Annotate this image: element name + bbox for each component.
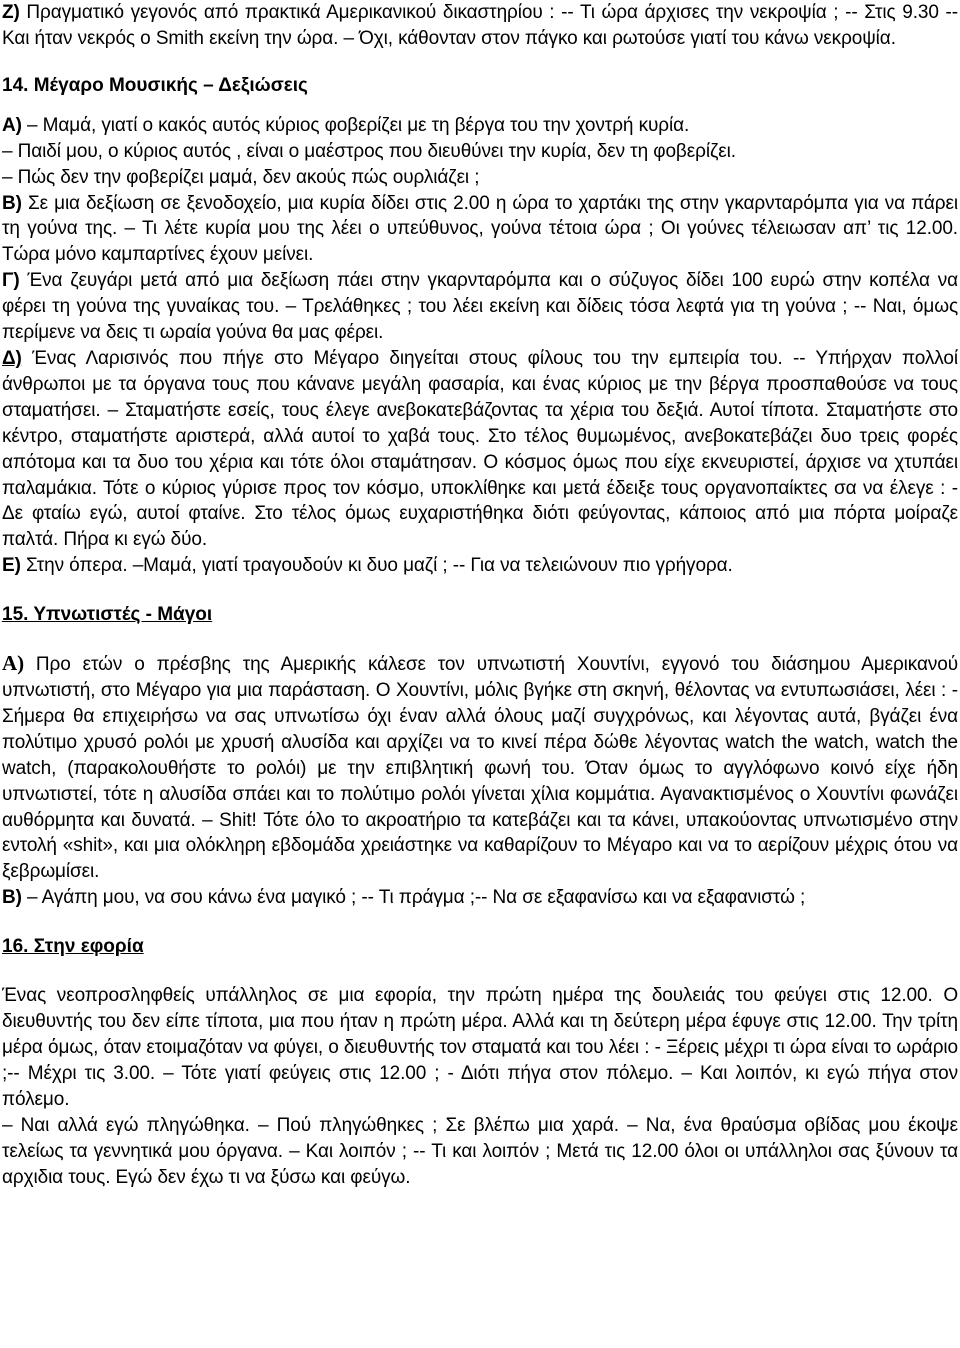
joke-14a-text-2: – Παιδί μου, ο κύριος αυτός , είναι ο μαέστρος που διευθύνει την κυρία, δεν τη φοβερίζει. [2,140,736,162]
joke-14c-label: Γ) [2,270,20,292]
joke-z-text: Πραγματικό γεγονός από πρακτικά Αμερικανικού δικαστηρίου : -- Τι ώρα άρχισες την νεκροψία ; -- Στις 9.30 -- Και ήταν νεκρός ο Smith εκείνη την ώρα. – Όχι, κάθονταν στον πάγκο και ρωτούσε γιατί του κάνω νεκροψία. [2,2,958,49]
joke-14a-text-3: – Πώς δεν την φοβερίζει μαμά, δεν ακούς πώς ουρλιάζει ; [2,166,480,188]
joke-14a-line-3 [2,165,958,191]
joke-14d-label: Δ) [2,347,22,369]
joke-14d-paragraph [2,346,958,553]
joke-14b-text: Σε μια δεξίωση σε ξενοδοχείο, μια κυρία δίδει στις 2.00 η ώρα το χαρτάκι της στην γκαρνταρόμπα για να πάρει τη γούνα της. – Τι λέτε κυρία μου της λέει ο υπεύθυνος, γούνα τέτοια ώρα ; Οι γούνες τέλειωσαν απ’ τις 12.00. Τώρα μόνο καμπαρτίνες έχουν μείνει. [2,192,958,266]
joke-16-paragraph-1: Ένας νεοπροσληφθείς υπάλληλος σε μια εφορία, την πρώτη ημέρα της δουλειάς του φεύγει στις 12.00. Ο διευθυντής του δεν είπε τίποτα, μια που ήταν η πρώτη μέρα. Αλλά και τη δεύτερη μέρα έφυγε στις 12.00. Την τρίτη μέρα όμως, όταν ετοιμαζόταν να φύγει, ο διευθυντής τον σταματά και του λέει : - Ξέρεις μέχρι τι ώρα είναι το ωράριο ;-- Μέχρι τις 3.00. – Τότε γιατί φεύγεις στις 12.00 ; - Διότι πήγα στον πόλεμο. – Και λοιπόν, κι εγώ πήγα στον πόλεμο. [2,985,958,1110]
joke-14e-text: Στην όπερα. –Μαμά, γιατί τραγουδούν κι δυο μαζί ; -- Για να τελειώνουν πιο γρήγορα. [20,555,733,577]
joke-14b-label: Β) [2,192,22,214]
joke-15b-label: Β) [2,887,22,909]
joke-15a-text: Προ ετών ο πρέσβης της Αμερικής κάλεσε τον υπνωτιστή Χουντίνι, εγγονό του διάσημου Αμερικανού υπνωτιστή, στο Μέγαρο για μια παράσταση. Ο Χουντίνι, μόλις βγήκε στη σκηνή, θέλοντας να εντυπωσιάσει, λέει : - Σήμερα θα επιχειρήσω να σας υπνωτίσω όχι έναν αλλά όλους μαζί συγχρόνως, και λέγοντας αυτά, βγάζει ένα πολύτιμο χρυσό ρολόι με χρυσή αλυσίδα και αρχίζει να το κινεί πέρα δώθε λέγοντας watch the watch, watch the watch, (παρακολουθήστε το ρολόι) με την επιβλητική φωνή του. Όταν όμως το αγγλόφωνο κοινό είχε ήδη υπνωτιστεί, τότε η αλυσίδα σπάει και το πολύτιμο ρολόι γίνεται χίλια κομμάτια. Αγανακτισμένος ο Χουντίνι φωνάζει αυθόρμητα και δυνατά. – Shit! Τότε όλο το ακροατήριο τα κατεβάζει και τα κάνει, υπακούοντας υπνωτισμένο στην εντολή «shit», και μια ολόκληρη εβδομάδα χρειάστηκε να καθαρίζουν το Μέγαρο και να το αερίζουν μέχρις ότου να ξεβρωμίσει. [2,654,958,883]
joke-14c-text: Ένα ζευγάρι μετά από μια δεξίωση πάει στην γκαρνταρόμπα και ο σύζυγος δίδει 100 ευρώ στην κοπέλα να φέρει τη γούνα της γυναίκας του. – Τρελάθηκες ; του λέει εκείνη και δίδεις τόσα λεφτά για τη γούνα ; -- Ναι, όμως περίμενε να δεις τι ωραία γούνα θα μας φέρει. [2,270,958,344]
joke-15a-label: Α) [2,651,24,676]
joke-14a-line-2 [2,139,958,165]
joke-14b-paragraph [2,191,958,269]
section-14-heading: 14. Μέγαρο Μουσικής – Δεξιώσεις [2,74,308,96]
joke-16-paragraph-2: – Ναι αλλά εγώ πληγώθηκα. – Πού πληγώθηκες ; Σε βλέπω μια χαρά. – Να, ένα θραύσμα οβίδας μου έκοψε τελείως τα γεννητικά μου όργανα. – Και λοιπόν ; -- Τι και λοιπόν ; Μετά τις 12.00 όλοι οι υπάλληλοι σας ξύνουν τα αρχιδια τους. Εγώ δεν έχω τι να ξύσω και φεύγω. [2,1114,958,1188]
section-15-heading: 15. Υπνωτιστές - Μάγοι [2,604,213,626]
joke-14a-line-1 [2,113,958,139]
joke-14e-paragraph [2,553,958,579]
joke-14c-paragraph [2,268,958,346]
joke-14d-text: Ένας Λαρισινός που πήγε στο Μέγαρο διηγείται στους φίλους του την εμπειρία του. -- Υπήρχαν πολλοί άνθρωποι με τα όργανα τους που κάνανε μεγάλη φασαρία, και ένας κύριος με την βέργα προσπαθούσε να τους σταματήσει. – Σταματήστε εσείς, τους έλεγε ανεβοκατεβάζοντας τα χέρια του δεξιά. Αυτοί τίποτα. Σταματήστε στο κέντρο, σταματήστε αριστερά, αλλά αυτοί το χαβά τους. Στο τέλος θυμωμένος, ανεβοκατεβάζει δυο τρεις φορές απότομα και τα δυο του χέρια και τότε όλοι σταμάτησαν. Ο κόσμος όμως που είχε εκνευριστεί, άρχισε να χτυπάει παλαμάκια. Τότε ο κύριος γύρισε προς τον κόσμο, υποκλίθηκε και μετά έδειξε τους οργανοπαίκτες σα να έλεγε : - Δε φταίω εγώ, αυτοί φταίνε. Στο τέλος όμως ευχαριστήθηκα διότι φεύγοντας, κάποιος από μια πόρτα μοίραζε παλτά. Πήρα κι εγώ δύο. [2,347,958,551]
joke-z-label: Ζ) [2,2,20,23]
joke-15b-paragraph [2,885,958,911]
joke-14a-text-1: – Μαμά, γιατί ο κακός αυτός κύριος φοβερίζει με τη βέργα του την χοντρή κυρία. [21,114,690,136]
joke-z-paragraph [2,0,958,52]
joke-14a-label: Α) [2,114,22,136]
section-16-heading: 16. Στην εφορία [2,936,144,958]
joke-15b-text: – Αγάπη μου, να σου κάνω ένα μαγικό ; -- Τι πράγμα ;-- Να σε εξαφανίσω και να εξαφανιστώ ; [21,887,806,909]
joke-14e-label: Ε) [2,555,21,577]
joke-15a-paragraph [2,651,958,885]
